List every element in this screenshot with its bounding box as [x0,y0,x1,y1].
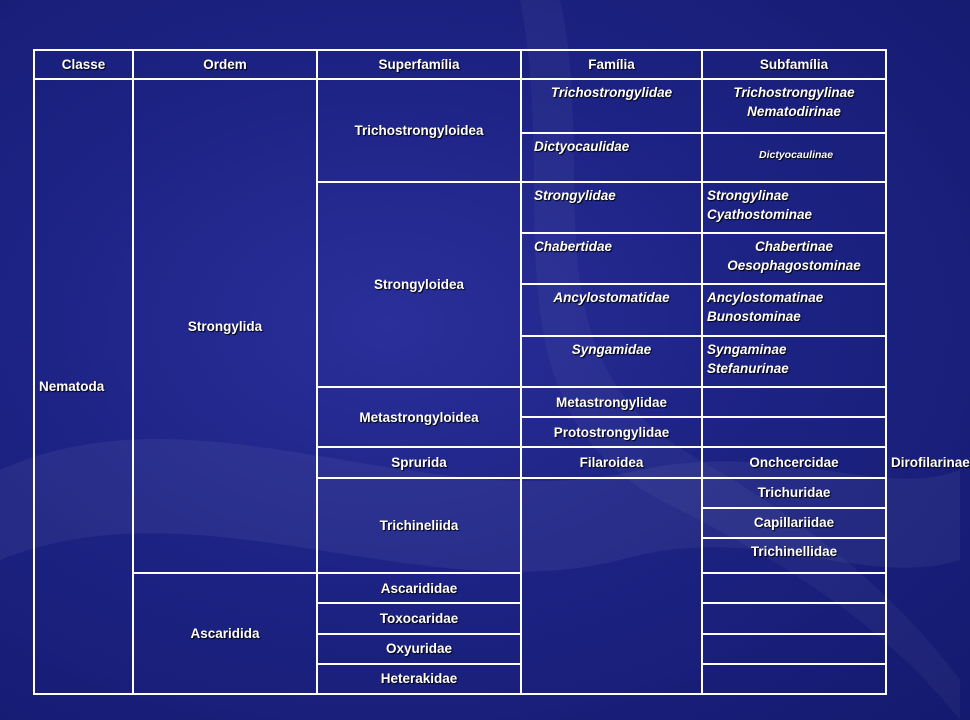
familia-toxocaridae: Toxocaridae [317,603,521,633]
familia-protostrongylidae: Protostrongylidae [521,417,702,447]
superfamilia-empty [521,478,702,694]
subfamilia-empty [702,387,886,417]
subfamilia-nematodirinae: Nematodirinae [747,104,841,120]
subfamilia-chabertinae: Chabertinae [754,239,834,255]
ordem-sprurida: Sprurida [317,447,521,477]
table-row: Sprurida Filaroidea Onchcercidae Dirofilarinae [34,447,886,477]
header-superfamilia: Superfamília [317,50,521,79]
header-row [34,50,886,79]
table-row [34,573,886,603]
taxonomy-table [33,49,970,695]
header-classe: Classe [34,50,133,79]
subfamilia-empty [702,664,886,694]
subfamilia-cell [702,182,886,233]
classe-nematoda: Nematoda [34,79,133,694]
familia-chabertidae: Chabertidae [521,233,702,284]
subfamilia-empty [702,573,886,603]
subfamilia-cell [702,336,886,387]
header-familia: Família [521,50,702,79]
familia-heterakidae: Heterakidae [317,664,521,694]
subfamilia-cell [702,79,886,132]
superfamilia-trichostrongyloidea: Trichostrongyloidea [317,79,521,182]
superfamilia-strongyloidea: Strongyloidea [317,182,521,387]
ordem-ascaridida: Ascaridida [133,573,317,694]
subfamilia-cell [702,284,886,335]
table-row [34,79,886,132]
familia-metastrongylidae: Metastrongylidae [521,387,702,417]
subfamilia-empty [702,417,886,447]
ordem-trichineliida: Trichineliida [317,478,521,574]
familia-trichostrongylidae: Trichostrongylidae [521,79,702,132]
superfamilia-filaroidea: Filaroidea [521,447,702,477]
subfamilia-dictyocaulinae: Dictyocaulinae [702,133,886,182]
subfamilia-cell [702,233,886,284]
subfamilia-syngaminae: Syngaminae [707,341,787,357]
subfamilia-cyathostominae: Cyathostominae [707,206,813,222]
subfamilia-stefanurinae: Stefanurinae [707,360,789,376]
familia-onchcercidae: Onchcercidae [702,447,886,477]
familia-syngamidae: Syngamidae [521,336,702,387]
header-ordem: Ordem [133,50,317,79]
subfamilia-trichostrongylinae: Trichostrongylinae [733,85,855,101]
familia-dictyocaulidae: Dictyocaulidae [521,133,702,182]
familia-ancylostomatidae: Ancylostomatidae [521,284,702,335]
familia-strongylidae: Strongylidae [521,182,702,233]
familia-capillariidae: Capillariidae [702,508,886,538]
familia-ascarididae: Ascarididae [317,573,521,603]
superfamilia-metastrongyloidea: Metastrongyloidea [317,387,521,447]
subfamilia-empty [702,634,886,664]
subfamilia-strongylinae: Strongylinae [707,187,789,203]
familia-trichinellidae: Trichinellidae [702,538,886,573]
ordem-strongylida: Strongylida [133,79,317,573]
header-subfamilia: Subfamília [702,50,886,79]
familia-oxyuridae: Oxyuridae [317,634,521,664]
subfamilia-oesophagostominae: Oesophagostominae [727,258,861,274]
familia-trichuridae: Trichuridae [702,478,886,508]
subfamilia-ancylostomatinae: Ancylostomatinae [707,290,824,306]
subfamilia-empty [702,603,886,633]
subfamilia-bunostominae: Bunostominae [707,309,801,325]
